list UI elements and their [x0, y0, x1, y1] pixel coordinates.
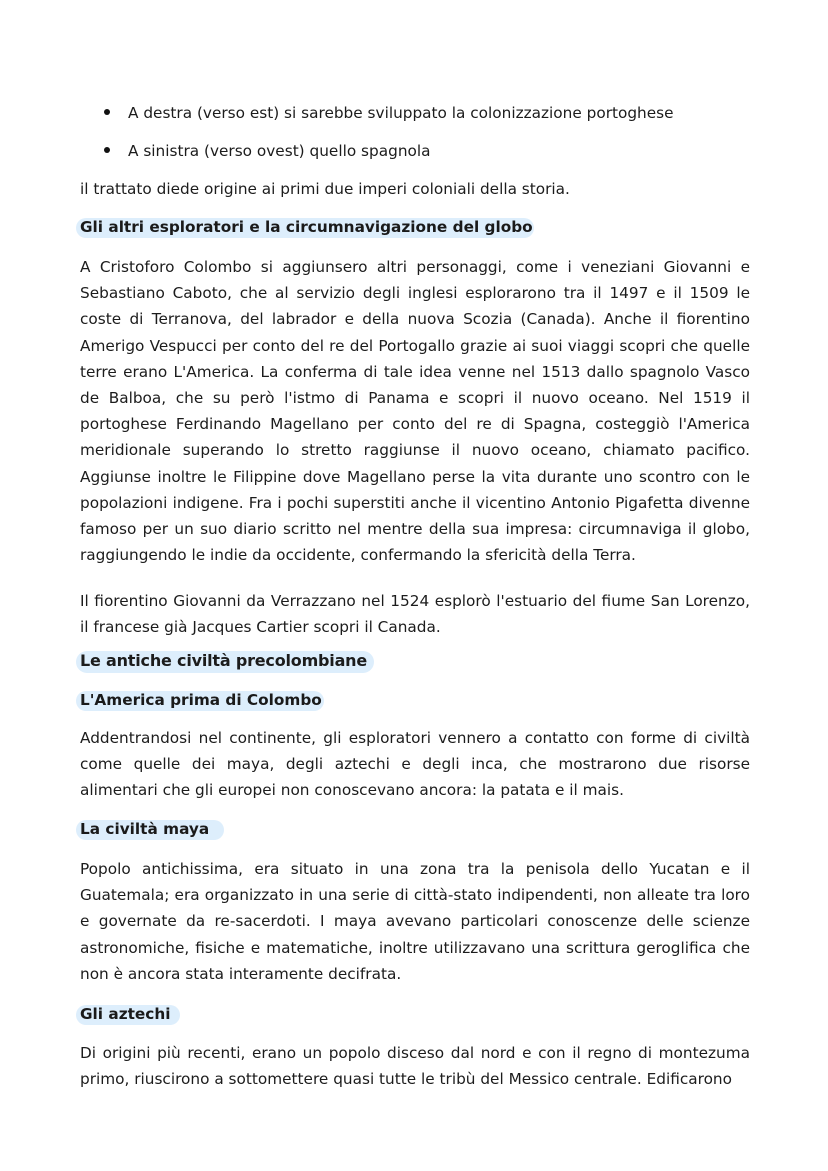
bullet-text: A destra (verso est) si sarebbe sviluppato la colonizzazione portoghese	[128, 104, 674, 122]
intro-line: il trattato diede origine ai primi due imperi coloniali della storia.	[80, 180, 570, 198]
paragraph-explorers-1: A Cristoforo Colombo si aggiunsero altri personaggi, come i veneziani Giovanni e Sebastiano Caboto, che al servizio degli inglesi esplorarono tra il 1497 e il 1509 le coste di Terranova, del labrador e della nuova Scozia (Canada). Anche il fiorentino Amerigo Vespucci per conto del re del Portogallo grazie ai suoi viaggi scopri che quelle terre erano L'America. La conferma di tale idea venne nel 1513 dallo spagnolo Vasco de Balboa, che su però l'istmo di Panama e scopri il nuovo oceano. Nel 1519 il portoghese Ferdinando Magellano per conto del re di Spagna, costeggiò l'America meridionale superando lo stretto raggiunse il nuovo oceano, chiamato pacifico. Aggiunse inoltre le Filippine dove Magellano perse la vita durante uno scontro con le popolazioni indigene. Fra i pochi superstiti anche il vicentino Antonio Pigafetta divenne famoso per un suo diario scritto nel mentre della sua impresa: circumnaviga il globo, raggiungendo le indie da occidente, confermando la sfericità della Terra.	[80, 258, 750, 565]
heading-america-before: L'America prima di Colombo	[80, 690, 322, 710]
bullet-icon	[104, 109, 110, 115]
bullet-item	[128, 103, 674, 123]
heading-maya: La civiltà maya	[80, 819, 209, 839]
bullet-text: A sinistra (verso ovest) quello spagnola	[128, 142, 431, 160]
paragraph-aztecs: Di origini più recenti, erano un popolo disceso dal nord e con il regno di montezuma primo, riuscirono a sottomettere quasi tutte le tribù del Messico centrale. Edificarono	[80, 1044, 750, 1089]
bullet-item	[128, 141, 431, 161]
heading-aztecs: Gli aztechi	[80, 1004, 170, 1024]
bullet-icon	[104, 147, 110, 153]
section-title-civilizations: Le antiche civiltà precolombiane	[80, 649, 367, 673]
paragraph-america-before: Addentrandosi nel continente, gli esploratori vennero a contatto con forme di civiltà come quelle dei maya, degli aztechi e degli inca, che mostrarono due risorse alimentari che gli europei non conoscevano ancora: la patata e il mais.	[80, 729, 750, 800]
heading-explorers: Gli altri esploratori e la circumnavigazione del globo	[80, 217, 533, 237]
paragraph-explorers-2: Il fiorentino Giovanni da Verrazzano nel 1524 esplorò l'estuario del fiume San Lorenzo, il francese già Jacques Cartier scopri il Canada.	[80, 592, 750, 637]
paragraph-maya: Popolo antichissima, era situato in una zona tra la penisola dello Yucatan e il Guatemala; era organizzato in una serie di città-stato indipendenti, non alleate tra loro e governate da re-sacerdoti. I maya avevano particolari conoscenze delle scienze astronomiche, fisiche e matematiche, inoltre utilizzavano una scrittura geroglifica che non è ancora stata interamente decifrata.	[80, 860, 750, 983]
